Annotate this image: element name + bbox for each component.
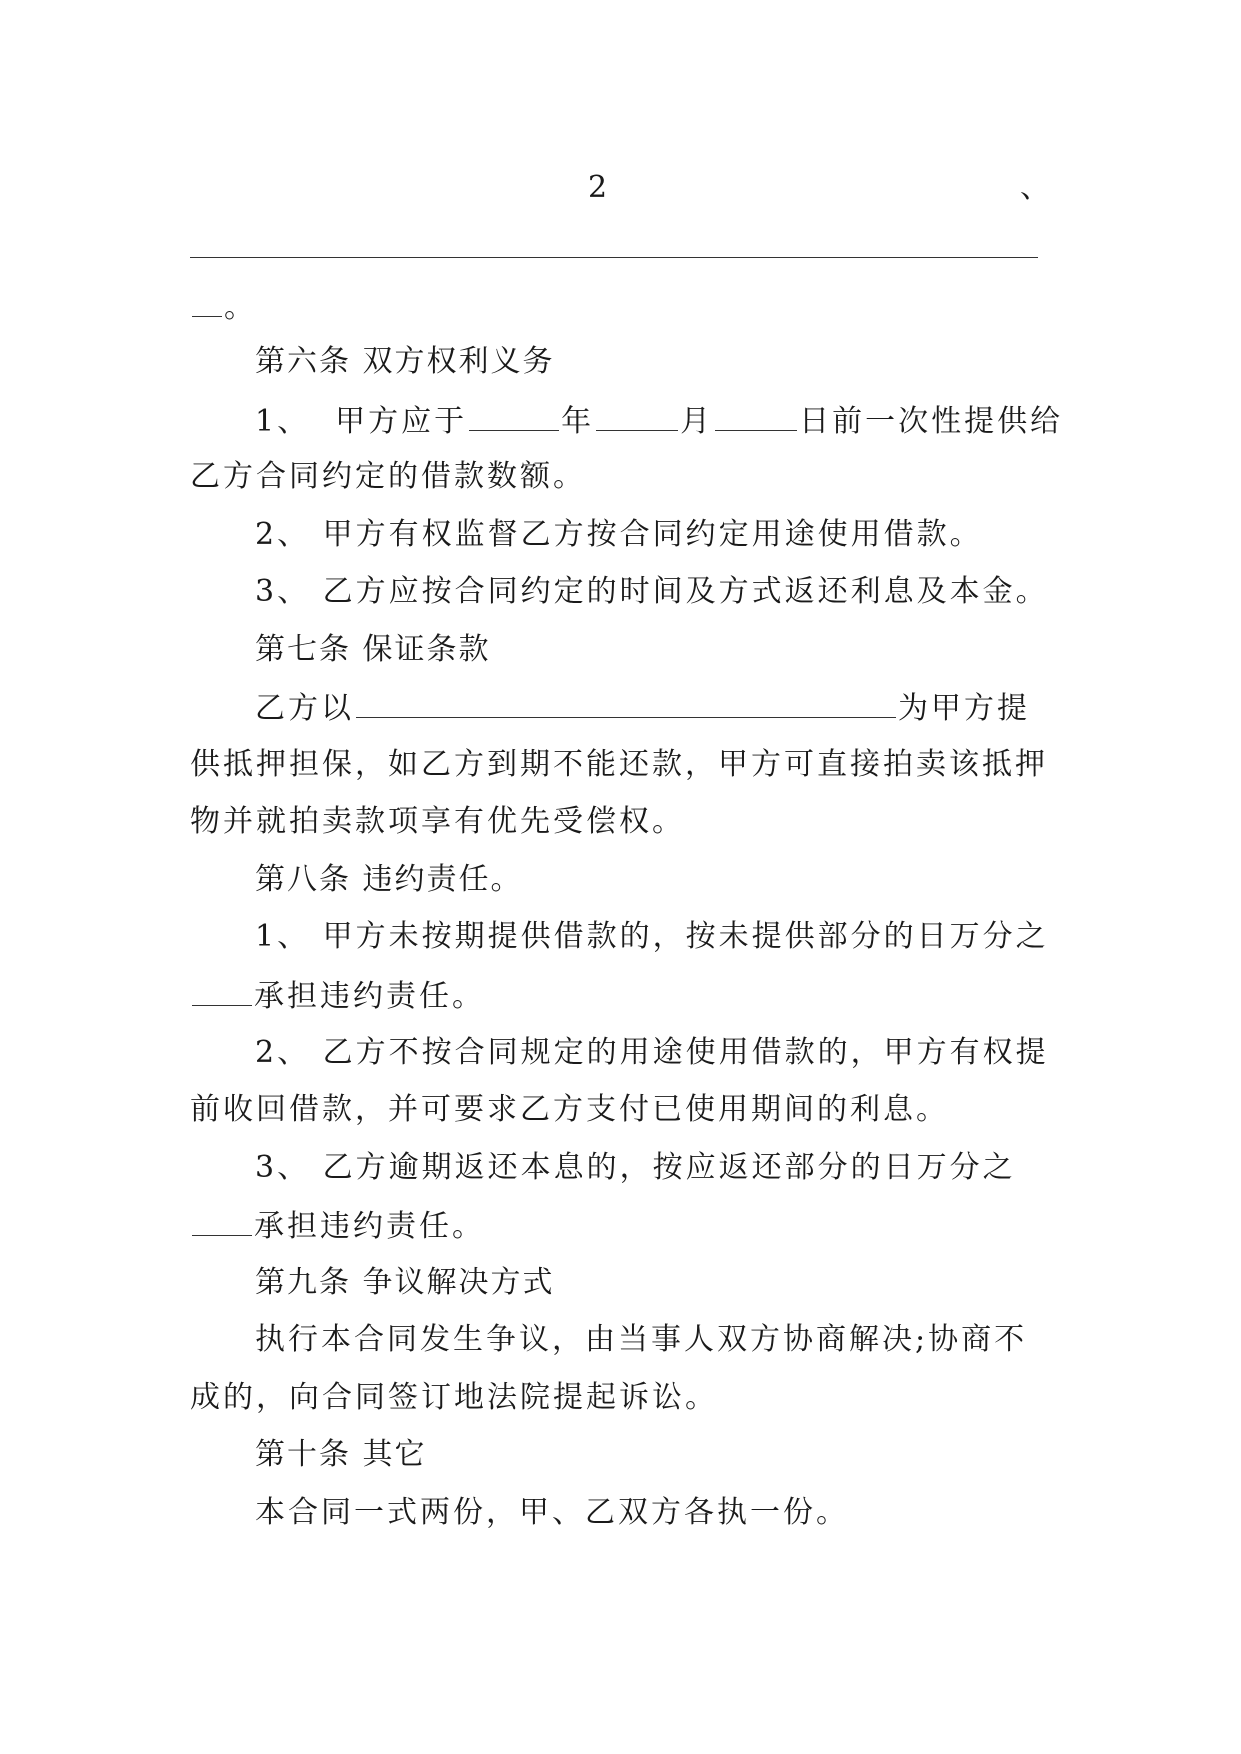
month-blank (596, 400, 678, 431)
year-blank (469, 400, 559, 431)
article-8-item-2: 2、 乙方不按合同规定的用途使用借款的，甲方有权提 (255, 1035, 1049, 1070)
blank-line-tail: 。 (190, 286, 257, 328)
article-7-para-line-1: 乙方以 为甲方提 (255, 687, 1030, 729)
article-9-para-line-1: 执行本合同发生争议，由当事人双方协商解决;协商不 (255, 1322, 1028, 1357)
fill-in-blank (192, 286, 222, 317)
article-9-heading: 第九条 争议解决方式 (255, 1265, 555, 1300)
article-7-heading: 第七条 保证条款 (255, 632, 491, 667)
article-6-item-2: 2、 甲方有权监督乙方按合同约定用途使用借款。 (255, 517, 983, 552)
article-7-para-line-3: 物并就拍卖款项享有优先受偿权。 (190, 804, 685, 839)
article-8-item-1-cont: 承担违约责任。 (190, 975, 485, 1017)
article-8-item-1: 1、 甲方未按期提供借款的，按未提供部分的日万分之 (255, 919, 1049, 954)
collateral-blank (356, 687, 896, 718)
article-7-para-line-2: 供抵押担保，如乙方到期不能还款，甲方可直接拍卖该抵押 (190, 747, 1048, 782)
article-8-item-3: 3、 乙方逾期返还本息的，按应返还部分的日万分之 (255, 1150, 1016, 1185)
fill-in-blank-line (190, 257, 1038, 258)
enumeration-mark: 、 (1020, 170, 1050, 205)
article-6-item-1: 1、 甲方应于 年 月 日前一次性提供给 (255, 400, 1063, 442)
rate-blank (192, 1205, 252, 1236)
rate-blank (192, 975, 252, 1006)
article-10-para: 本合同一式两份，甲、乙双方各执一份。 (255, 1495, 849, 1530)
article-6-item-3: 3、 乙方应按合同约定的时间及方式返还利息及本金。 (255, 574, 1049, 609)
article-8-heading: 第八条 违约责任。 (255, 862, 523, 897)
article-10-heading: 第十条 其它 (255, 1437, 427, 1472)
article-6-heading: 第六条 双方权利义务 (255, 344, 555, 379)
article-8-item-2-cont: 前收回借款，并可要求乙方支付已使用期间的利息。 (190, 1092, 949, 1127)
item-number: 2 (588, 170, 608, 205)
article-6-item-1-cont: 乙方合同约定的借款数额。 (190, 459, 586, 494)
article-8-item-3-cont: 承担违约责任。 (190, 1205, 485, 1247)
day-blank (715, 400, 797, 431)
article-9-para-line-2: 成的，向合同签订地法院提起诉讼。 (190, 1380, 718, 1415)
